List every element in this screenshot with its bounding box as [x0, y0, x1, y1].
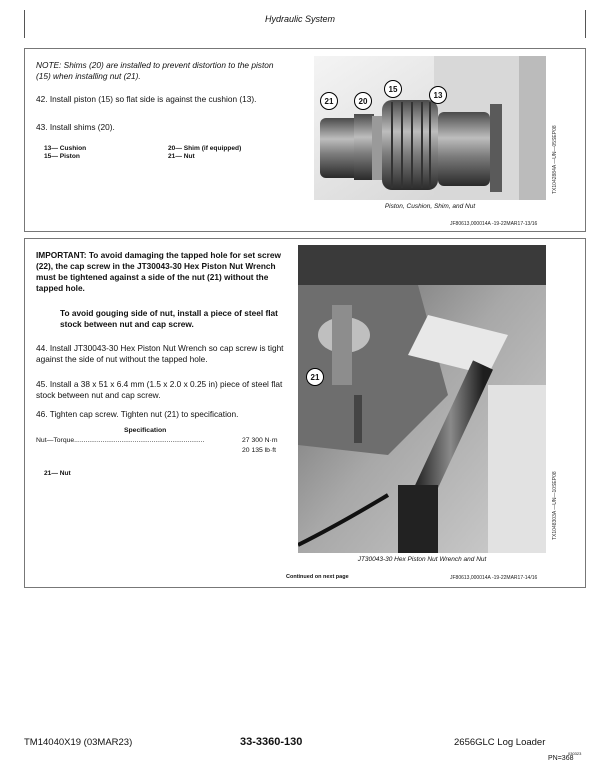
- figure-code-1: TX1042884A —UN—05SEP08: [552, 125, 558, 194]
- important-flat-stock: To avoid gouging side of nut, install a piece of steel flat stock between nut and cap screw.: [60, 308, 278, 329]
- page-header-title: Hydraulic System: [264, 14, 336, 24]
- step-42: 42. Install piston (15) so flat side is against the cushion (13).: [36, 94, 257, 104]
- important-tapped-hole: IMPORTANT: To avoid damaging the tapped hole for set screw (22), the cap screw in the JT30043-30 Hex Piston Nut Wrench must be tightened against a side of the nut (21) without the tapped hole.: [36, 250, 281, 293]
- step-45: 45. Install a 38 x 51 x 6.4 mm (1.5 x 2.0 x 0.25 in) piece of steel flat stock between nut and cap screw.: [36, 379, 283, 400]
- footer-page-number: 33-3360-130: [240, 736, 303, 748]
- spec-label: Nut—Torque.....................................................................: [36, 437, 205, 444]
- piston-assembly-illustration: [314, 56, 546, 200]
- section2-ref: JF80613,000014A -19-22MAR17-14/16: [450, 575, 538, 581]
- figure-piston-photo: [314, 56, 546, 200]
- callout-13: 13: [429, 86, 447, 104]
- legend-21-nut: 21— Nut: [44, 470, 71, 477]
- legend-21: 21— Nut: [168, 153, 195, 160]
- spec-title: Specification: [124, 427, 167, 434]
- figure-code-2: TX1048303A —UN—10SEP08: [552, 471, 558, 540]
- spec-value-lbft: 20 135 lb·ft: [242, 447, 277, 454]
- footer-date-code: 030323: [568, 751, 582, 756]
- wrench-illustration: [298, 245, 546, 553]
- callout-21: 21: [320, 92, 338, 110]
- legend-13: 13— Cushion: [44, 145, 87, 152]
- section1-ref: JF80613,000014A -19-22MAR17-13/16: [450, 221, 538, 227]
- step-43: 43. Install shims (20).: [36, 122, 115, 132]
- callout-21-nut: 21: [306, 368, 324, 386]
- continued-note: Continued on next page: [286, 574, 349, 580]
- callout-20: 20: [354, 92, 372, 110]
- footer-model: 2656GLC Log Loader: [454, 737, 546, 748]
- step-46: 46. Tighten cap screw. Tighten nut (21) to specification.: [36, 409, 239, 419]
- footer-manual-id: TM14040X19 (03MAR23): [24, 737, 133, 748]
- figure-caption-2: JT30043-30 Hex Piston Nut Wrench and Nut: [357, 556, 487, 563]
- note-shims: NOTE: Shims (20) are installed to prevent distortion to the piston (15) when installing nut (21).: [36, 60, 274, 81]
- legend-15: 15— Piston: [44, 153, 80, 160]
- spec-value-nm: 27 300 N·m: [242, 437, 278, 444]
- legend-20: 20— Shim (if equipped): [168, 145, 242, 152]
- figure-caption-1: Piston, Cushion, Shim, and Nut: [384, 203, 476, 210]
- step-44: 44. Install JT30043-30 Hex Piston Nut Wrench so cap screw is tight against the side of nut without the tapped hole.: [36, 343, 284, 364]
- figure-wrench-photo: [298, 245, 546, 553]
- footer-pn: PN=368: [548, 755, 574, 762]
- callout-15: 15: [384, 80, 402, 98]
